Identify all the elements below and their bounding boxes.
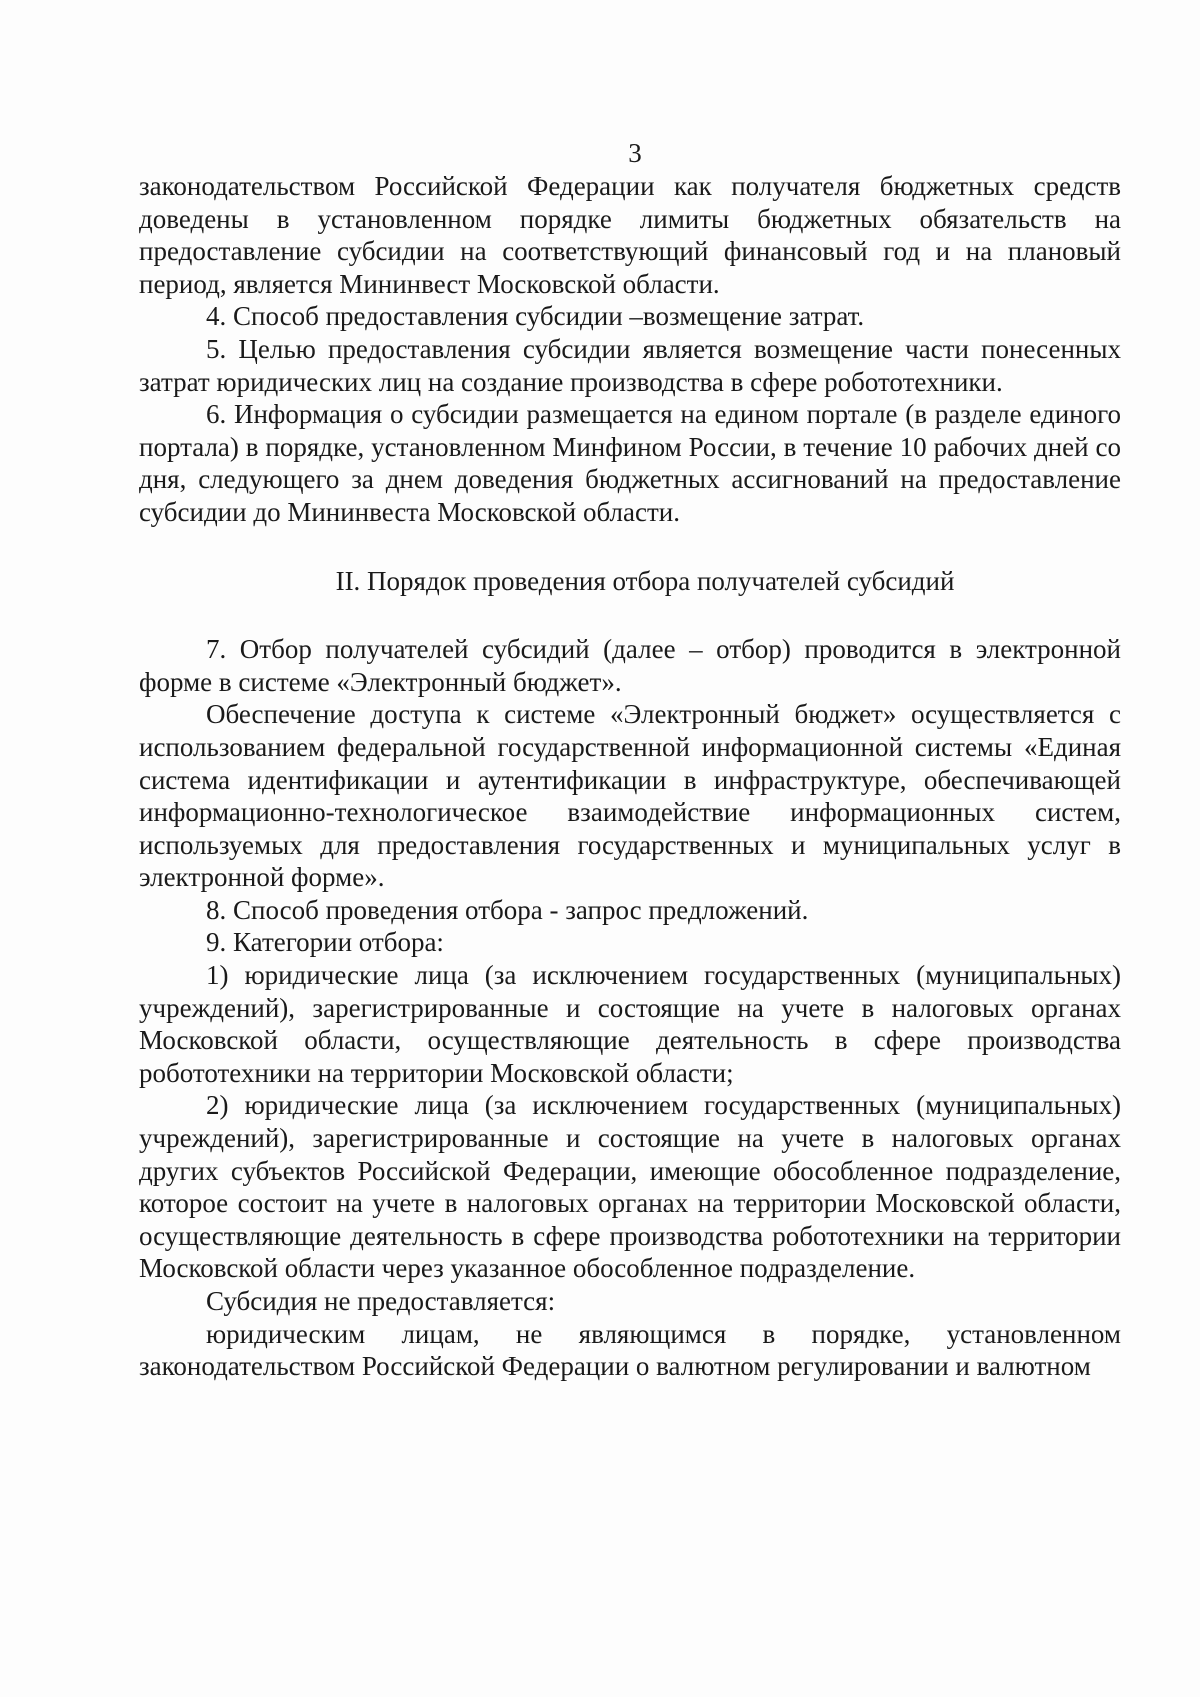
paragraph: Субсидия не предоставляется: — [206, 1286, 556, 1316]
paragraph: законодательством Российской Федерации как получателя бюджетных средств доведены в установленном порядке лимиты бюджетных обязательств на предоставление субсидии на соответствующий финансовый год и на плановый период, является Мининвест Московской области. — [139, 171, 1121, 299]
paragraph: юридическим лицам, не являющимся в порядке, установленном законодательством Российской Федерации о валютном регулировании и валютном — [139, 1318, 1121, 1382]
section-heading: II. Порядок проведения отбора получателей субсидий — [335, 565, 955, 596]
paragraph: 5. Целью предоставления субсидии является возмещение части понесенных затрат юридических лиц на создание производства в сфере робототехники. — [139, 333, 1121, 397]
paragraph: 7. Отбор получателей субсидий (далее – отбор) проводится в электронной форме в системе «Электронный бюджет». — [139, 634, 1121, 697]
paragraph: 1) юридические лица (за исключением государственных (муниципальных) учреждений), зарегистрированные и состоящие на учете в налоговых органах Московской области, осуществляющие деятельность в сфере производства робототехники на территории Московской области; — [139, 960, 1121, 1088]
paragraph: 2) юридические лица (за исключением государственных (муниципальных) учреждений), зарегистрированные и состоящие на учете в налоговых органах других субъектов Российской Федерации, имеющие обособленное подразделение, которое состоит на учете в налоговых органах на территории Московской области, осуществляющие деятельность в сфере производства робототехники на территории Московской области через указанное обособленное подразделение. — [139, 1090, 1121, 1284]
paragraph: 8. Способ проведения отбора - запрос предложений. — [206, 894, 809, 925]
paragraphs-before-heading — [139, 170, 1121, 529]
page-number: 3 — [628, 138, 642, 168]
paragraph: 4. Способ предоставления субсидии –возмещение затрат. — [206, 301, 865, 332]
paragraph: Обеспечение доступа к системе «Электронный бюджет» осуществляется с использованием федеральной государственной информационной системы «Единая система идентификации и аутентификации в инфраструктуре, обеспечивающей информационно-технологическое взаимодействие информационных систем, используемых для предоставления государственных и муниципальных услуг в электронной форме». — [139, 699, 1121, 893]
paragraphs-after-heading — [139, 633, 1121, 1383]
paragraph: 9. Категории отбора: — [206, 927, 444, 958]
paragraph: 6. Информация о субсидии размещается на едином портале (в разделе единого портала) в порядке, установленном Минфином России, в течение 10 рабочих дней со дня, следующего за днем доведения бюджетных ассигнований на предоставление субсидии до Мининвеста Московской области. — [139, 399, 1121, 527]
document-body — [139, 170, 1121, 1383]
